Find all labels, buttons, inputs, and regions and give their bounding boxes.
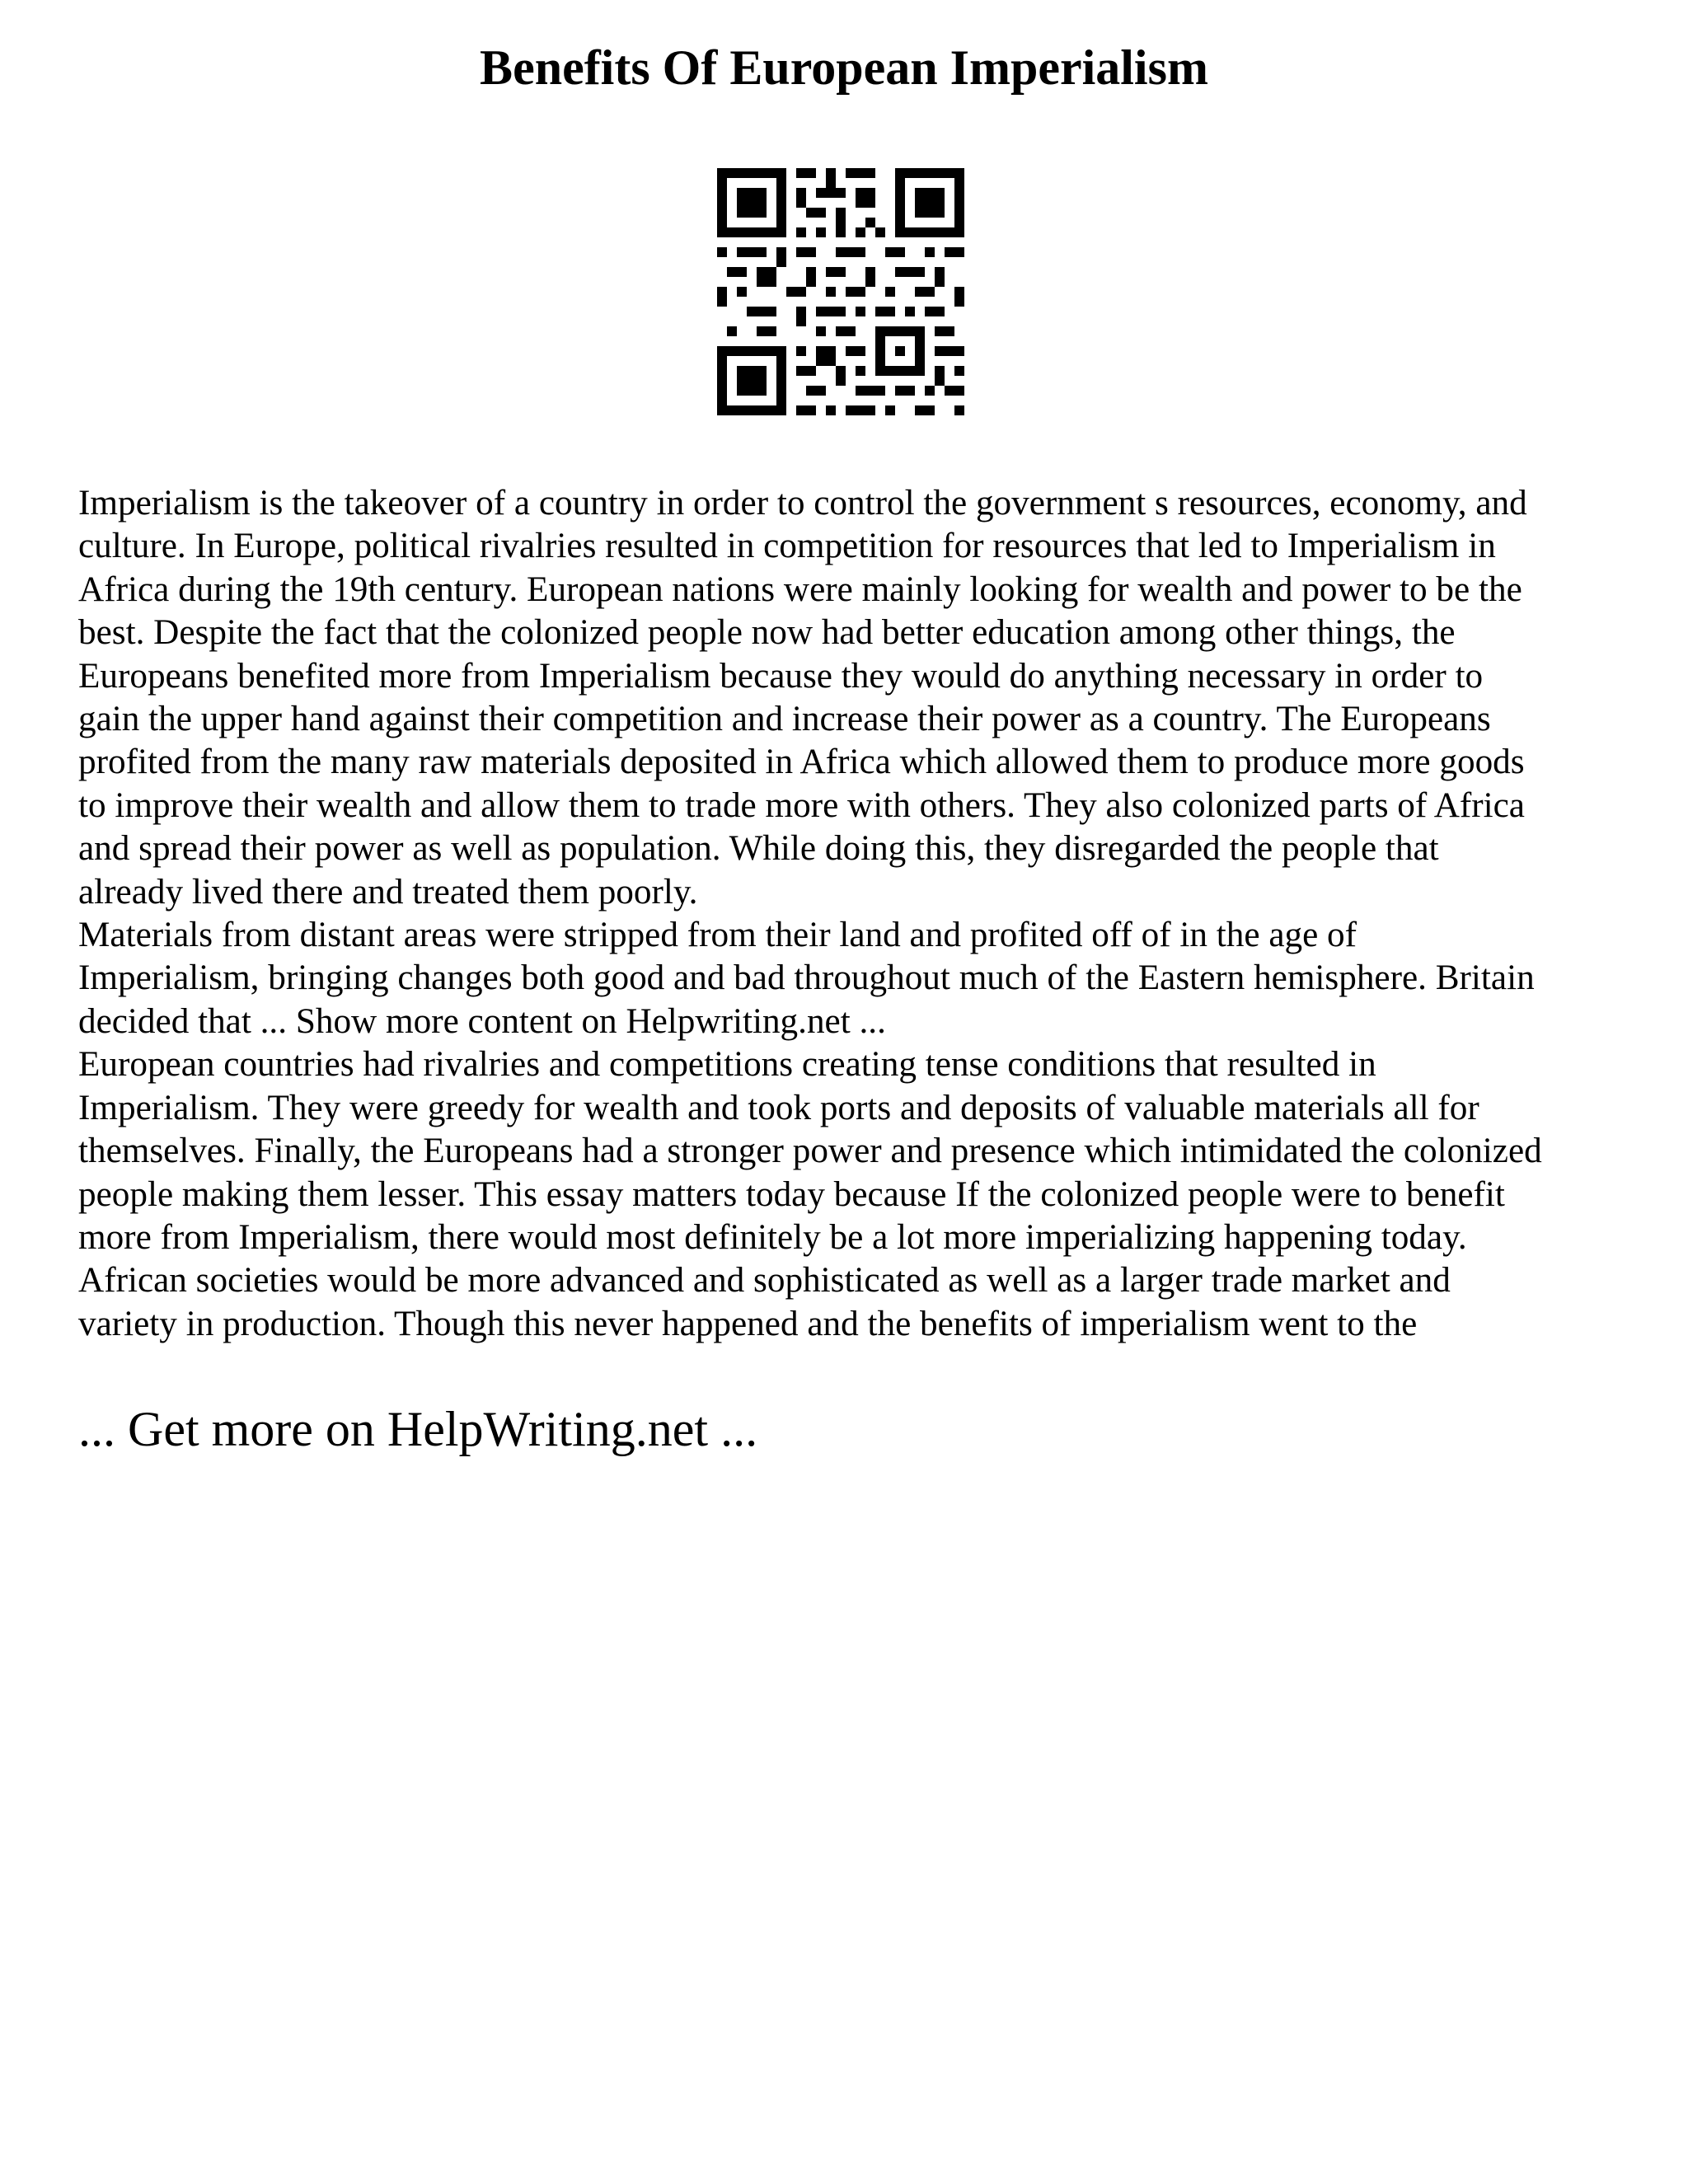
paragraph-3: [78, 1043, 1628, 1346]
text-line: profited from the many raw materials deposited in Africa which allowed them to produce more goods: [78, 743, 1525, 782]
text-line: African societies would be more advanced and sophisticated as well as a larger trade market and: [78, 1261, 1451, 1301]
get-more-link[interactable]: ... Get more on HelpWriting.net ...: [78, 1402, 758, 1456]
text-line: Imperialism, bringing changes both good and bad throughout much of the Eastern hemisphere. Britain: [78, 958, 1535, 998]
qr-code-icon: [717, 168, 964, 415]
text-line: variety in production. Though this never happened and the benefits of imperialism went to the: [78, 1304, 1418, 1343]
text-line: already lived there and treated them poorly.: [78, 872, 698, 912]
text-line: Materials from distant areas were stripped from their land and profited off of in the age of: [78, 916, 1357, 955]
essay-body: [78, 482, 1628, 1346]
paragraph-1: [78, 482, 1628, 914]
text-line: Imperialism is the takeover of a country in order to control the government s resources, economy, and: [78, 484, 1527, 523]
text-line: people making them lesser. This essay matters today because If the colonized people were to benefit: [78, 1174, 1505, 1214]
text-line: Africa during the 19th century. European nations were mainly looking for wealth and power to be the: [78, 569, 1522, 609]
text-line: and spread their power as well as population. While doing this, they disregarded the people that: [78, 829, 1439, 869]
text-line: themselves. Finally, the Europeans had a stronger power and presence which intimidated the colonized: [78, 1132, 1542, 1171]
text-line: European countries had rivalries and competitions creating tense conditions that resulted in: [78, 1045, 1376, 1085]
document-title: Benefits Of European Imperialism: [480, 40, 1208, 95]
text-line: best. Despite the fact that the colonized people now had better education among other things, the: [78, 613, 1456, 653]
text-line: culture. In Europe, political rivalries resulted in competition for resources that led to Imperialism in: [78, 527, 1496, 566]
text-line: to improve their wealth and allow them to trade more with others. They also colonized parts of Africa: [78, 785, 1525, 825]
text-line: more from Imperialism, there would most definitely be a lot more imperializing happening today.: [78, 1217, 1467, 1257]
text-line: Imperialism. They were greedy for wealth and took ports and deposits of valuable materials all for: [78, 1088, 1479, 1127]
text-line: Europeans benefited more from Imperialism because they would do anything necessary in order to: [78, 656, 1484, 696]
text-line: decided that ... Show more content on Helpwriting.net ...: [78, 1001, 886, 1041]
text-line: gain the upper hand against their competition and increase their power as a country. The Europeans: [78, 700, 1491, 739]
paragraph-2: [78, 914, 1628, 1043]
